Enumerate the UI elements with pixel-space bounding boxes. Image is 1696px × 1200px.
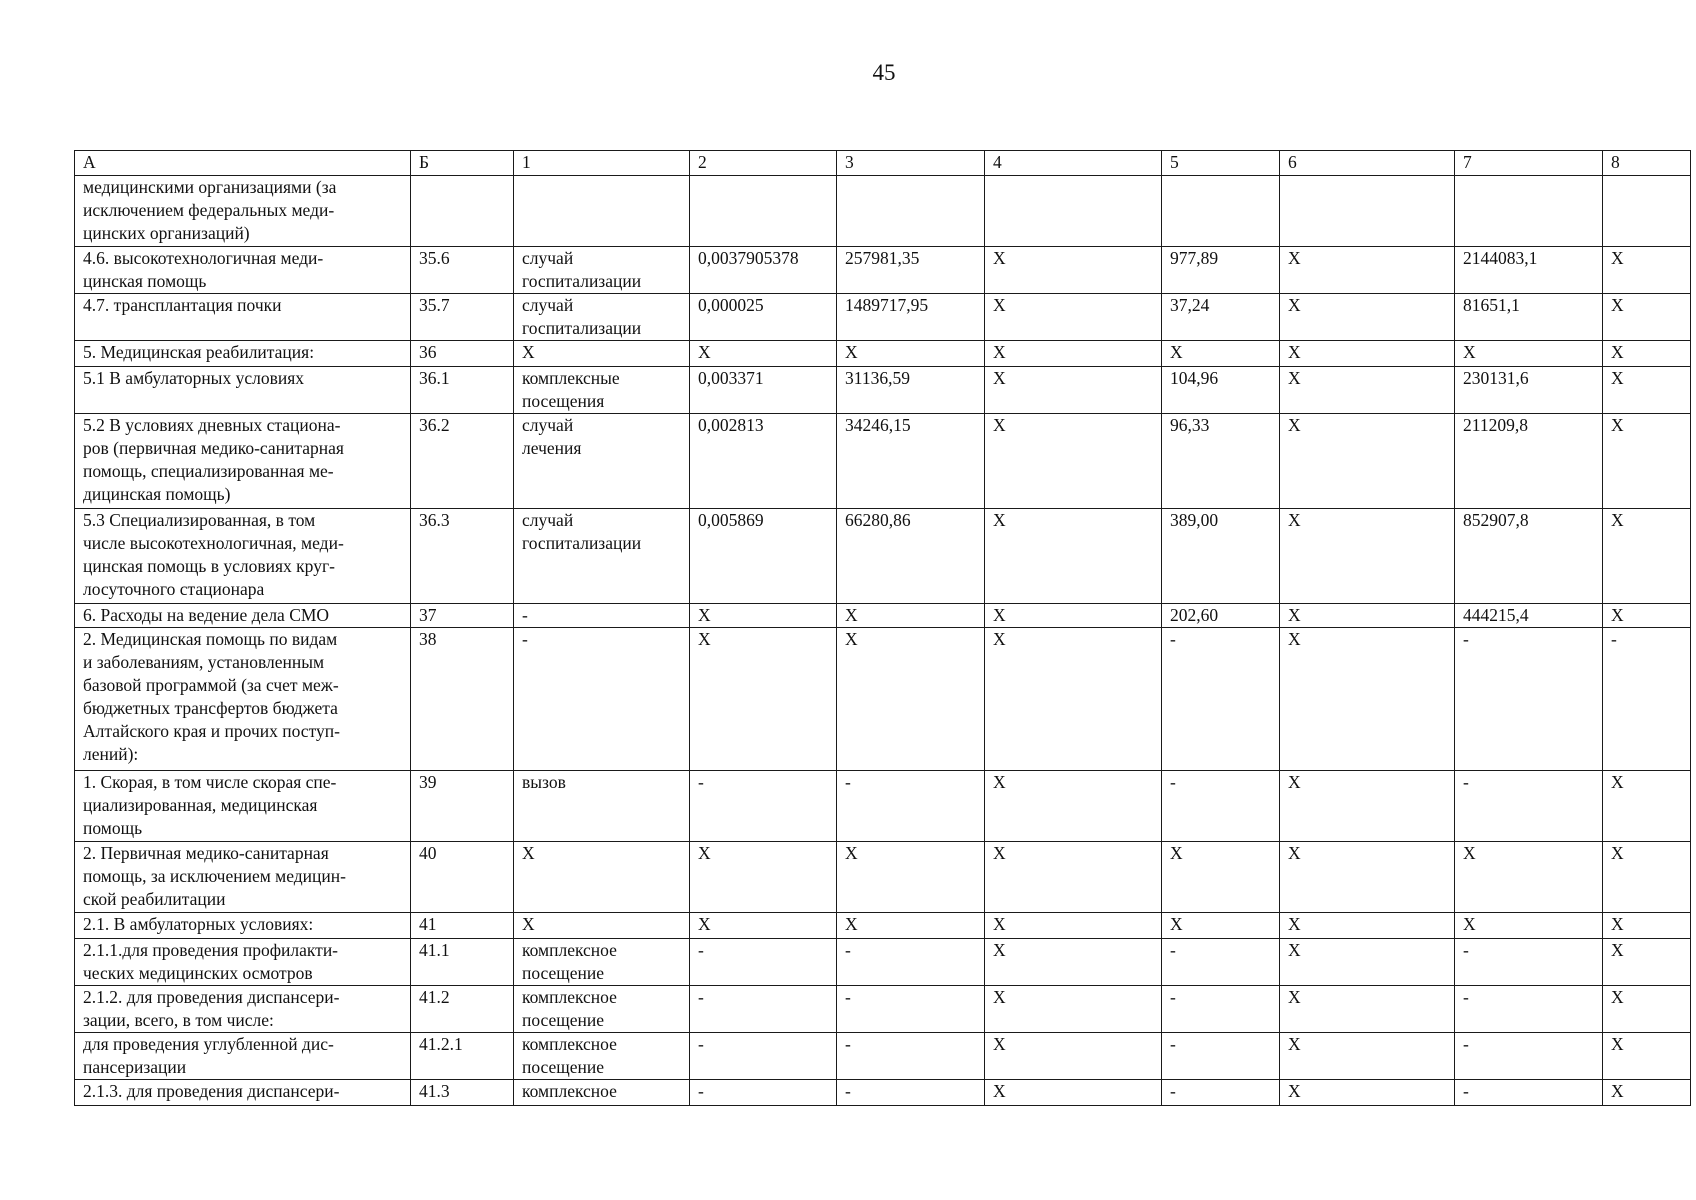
table-cell: 0,005869	[690, 509, 837, 604]
table-cell: комплексное посещение	[514, 986, 690, 1033]
table-cell: X	[1280, 247, 1455, 294]
table-cell: X	[1603, 414, 1691, 509]
table-cell: 0,003371	[690, 367, 837, 414]
table-cell: X	[1162, 913, 1280, 939]
table-row	[75, 247, 1691, 294]
row-label-cell: 2. Медицинская помощь по видам и заболеваниям, установленным базовой программой (за счет меж- бюджетных трансфертов бюджета Алтайского края и прочих поступ- лений):	[75, 628, 411, 771]
table-cell: X	[1280, 842, 1455, 913]
table-cell: 35.7	[411, 294, 514, 341]
table-cell: X	[1603, 341, 1691, 367]
table-cell: 852907,8	[1455, 509, 1603, 604]
table-cell: X	[1603, 986, 1691, 1033]
table-cell: 38	[411, 628, 514, 771]
table-cell: X	[1603, 771, 1691, 842]
table-cell: 444215,4	[1455, 604, 1603, 628]
row-label-cell: 5. Медицинская реабилитация:	[75, 341, 411, 367]
table-cell: -	[1455, 628, 1603, 771]
table-cell: 31136,59	[837, 367, 985, 414]
table-cell: X	[837, 842, 985, 913]
table-row	[75, 414, 1691, 509]
table-cell	[514, 176, 690, 247]
table-cell	[1455, 176, 1603, 247]
table-cell: -	[1455, 771, 1603, 842]
header-cell: 2	[690, 151, 837, 176]
row-label-cell: 2.1.1.для проведения профилакти- ческих медицинских осмотров	[75, 939, 411, 986]
header-cell: 4	[985, 151, 1162, 176]
table-cell: 41.2.1	[411, 1033, 514, 1080]
table-cell: X	[1280, 604, 1455, 628]
table-cell: 66280,86	[837, 509, 985, 604]
header-cell: 7	[1455, 151, 1603, 176]
table-cell: X	[1280, 628, 1455, 771]
table-cell: 96,33	[1162, 414, 1280, 509]
table-cell: X	[985, 341, 1162, 367]
table-cell: 36.3	[411, 509, 514, 604]
table-cell: X	[985, 628, 1162, 771]
table-cell: случай лечения	[514, 414, 690, 509]
table-cell: -	[1455, 1080, 1603, 1106]
table-cell: X	[690, 842, 837, 913]
table-cell: -	[690, 939, 837, 986]
table-cell: X	[837, 628, 985, 771]
table-cell: X	[1603, 294, 1691, 341]
row-label-cell: 4.7. трансплантация почки	[75, 294, 411, 341]
table-cell: X	[514, 913, 690, 939]
table-cell: 81651,1	[1455, 294, 1603, 341]
table-cell: X	[985, 1080, 1162, 1106]
table-cell: X	[1455, 341, 1603, 367]
norms-table	[74, 150, 1691, 1106]
table-cell: -	[690, 1033, 837, 1080]
table-cell: X	[690, 628, 837, 771]
table-cell	[411, 176, 514, 247]
table-cell	[1162, 176, 1280, 247]
table-cell	[690, 176, 837, 247]
table-cell: случай госпитализации	[514, 294, 690, 341]
table-row	[75, 628, 1691, 771]
table-cell: -	[690, 986, 837, 1033]
table-cell: 0,002813	[690, 414, 837, 509]
table-row	[75, 939, 1691, 986]
table-cell: -	[1162, 628, 1280, 771]
table-cell: X	[985, 604, 1162, 628]
table-cell: X	[1280, 414, 1455, 509]
table-cell: X	[985, 1033, 1162, 1080]
row-label-cell: для проведения углубленной дис- пансеризации	[75, 1033, 411, 1080]
table-cell: X	[985, 939, 1162, 986]
page-number: 45	[872, 60, 896, 85]
table-cell: -	[1162, 939, 1280, 986]
table-cell: X	[1603, 939, 1691, 986]
table-cell: X	[1162, 842, 1280, 913]
table-cell: X	[985, 509, 1162, 604]
table-cell: X	[1162, 341, 1280, 367]
header-row	[75, 151, 1691, 176]
table-cell: X	[1455, 913, 1603, 939]
row-label-cell: 1. Скорая, в том числе скорая спе- циализированная, медицинская помощь	[75, 771, 411, 842]
table-row	[75, 771, 1691, 842]
table-cell: -	[837, 939, 985, 986]
table-cell: 37	[411, 604, 514, 628]
row-label-cell: 5.2 В условиях дневных стациона- ров (первичная медико-санитарная помощь, специализированная ме- дицинская помощь)	[75, 414, 411, 509]
row-label-cell: 2.1.3. для проведения диспансери-	[75, 1080, 411, 1106]
table-row	[75, 341, 1691, 367]
table-cell: X	[690, 913, 837, 939]
table-cell: 35.6	[411, 247, 514, 294]
row-label-cell: 5.3 Специализированная, в том числе высокотехнологичная, меди- цинская помощь в условиях круг- лосуточного стационара	[75, 509, 411, 604]
table-cell: X	[985, 986, 1162, 1033]
table-cell: X	[514, 842, 690, 913]
table-cell: -	[690, 771, 837, 842]
table-cell: X	[1280, 771, 1455, 842]
table-cell: -	[1455, 986, 1603, 1033]
table-row	[75, 604, 1691, 628]
table-cell: 39	[411, 771, 514, 842]
table-cell: 36	[411, 341, 514, 367]
table-cell: -	[1455, 939, 1603, 986]
table-cell: 389,00	[1162, 509, 1280, 604]
table-cell: 202,60	[1162, 604, 1280, 628]
table-cell: -	[837, 1080, 985, 1106]
table-cell: X	[1280, 913, 1455, 939]
table-cell: -	[514, 628, 690, 771]
table-row	[75, 913, 1691, 939]
table-row	[75, 842, 1691, 913]
table-cell: случай госпитализации	[514, 247, 690, 294]
header-cell: А	[75, 151, 411, 176]
table-cell: X	[1603, 247, 1691, 294]
table-cell: X	[1280, 1080, 1455, 1106]
table-cell: -	[1603, 628, 1691, 771]
header-cell: 1	[514, 151, 690, 176]
table-cell: X	[1280, 367, 1455, 414]
table-cell: 104,96	[1162, 367, 1280, 414]
table-cell: X	[1280, 509, 1455, 604]
table-cell: -	[690, 1080, 837, 1106]
header-cell: 5	[1162, 151, 1280, 176]
table-cell: X	[837, 604, 985, 628]
table-cell: X	[1603, 1080, 1691, 1106]
table-cell: X	[985, 842, 1162, 913]
table-cell: 37,24	[1162, 294, 1280, 341]
table-cell: X	[1280, 939, 1455, 986]
table-cell: X	[1280, 341, 1455, 367]
table-cell: 36.1	[411, 367, 514, 414]
table-cell: комплексное посещение	[514, 939, 690, 986]
table-cell	[1280, 176, 1455, 247]
table-cell: X	[985, 913, 1162, 939]
table-cell: X	[1603, 1033, 1691, 1080]
table-cell: X	[1455, 842, 1603, 913]
table-cell: -	[514, 604, 690, 628]
table-cell	[985, 176, 1162, 247]
table-cell: комплексное посещение	[514, 1033, 690, 1080]
table-cell: -	[1455, 1033, 1603, 1080]
table-cell: X	[985, 247, 1162, 294]
header-cell: 3	[837, 151, 985, 176]
table-cell: X	[1603, 367, 1691, 414]
table-cell: X	[985, 771, 1162, 842]
table-cell: 2144083,1	[1455, 247, 1603, 294]
table-cell: X	[837, 913, 985, 939]
table-cell: -	[1162, 1080, 1280, 1106]
table-row	[75, 986, 1691, 1033]
table-cell: X	[690, 341, 837, 367]
table-cell: X	[837, 341, 985, 367]
table-cell: -	[837, 771, 985, 842]
table-cell	[837, 176, 985, 247]
table-cell: -	[837, 986, 985, 1033]
table-row	[75, 294, 1691, 341]
table-cell: комплексное	[514, 1080, 690, 1106]
table-cell: 230131,6	[1455, 367, 1603, 414]
table-cell: X	[985, 414, 1162, 509]
table-cell: X	[985, 367, 1162, 414]
table-row	[75, 509, 1691, 604]
table-cell: 257981,35	[837, 247, 985, 294]
table-cell: 977,89	[1162, 247, 1280, 294]
table-cell: 1489717,95	[837, 294, 985, 341]
table-cell: X	[985, 294, 1162, 341]
row-label-cell: 4.6. высокотехнологичная меди- цинская помощь	[75, 247, 411, 294]
table-row	[75, 1033, 1691, 1080]
table-cell: 41	[411, 913, 514, 939]
table-cell: 40	[411, 842, 514, 913]
table-cell: -	[1162, 986, 1280, 1033]
table-cell: -	[1162, 1033, 1280, 1080]
table-cell: -	[1162, 771, 1280, 842]
table-body	[75, 151, 1691, 1106]
table-cell: 0,000025	[690, 294, 837, 341]
row-label-cell: медицинскими организациями (за исключением федеральных меди- цинских организаций)	[75, 176, 411, 247]
table-cell: X	[1280, 986, 1455, 1033]
table-cell: X	[514, 341, 690, 367]
header-cell: Б	[411, 151, 514, 176]
header-cell: 8	[1603, 151, 1691, 176]
row-label-cell: 2. Первичная медико-санитарная помощь, за исключением медицин- ской реабилитации	[75, 842, 411, 913]
header-cell: 6	[1280, 151, 1455, 176]
table-cell: 41.2	[411, 986, 514, 1033]
table-cell: 0,0037905378	[690, 247, 837, 294]
table-cell: -	[837, 1033, 985, 1080]
table-row	[75, 1080, 1691, 1106]
table-cell: X	[1603, 842, 1691, 913]
table-cell: комплексные посещения	[514, 367, 690, 414]
table-cell: 211209,8	[1455, 414, 1603, 509]
table-cell: 34246,15	[837, 414, 985, 509]
table-cell: 41.1	[411, 939, 514, 986]
table-cell: X	[1280, 294, 1455, 341]
row-label-cell: 2.1. В амбулаторных условиях:	[75, 913, 411, 939]
table-cell: X	[690, 604, 837, 628]
table-cell	[1603, 176, 1691, 247]
row-label-cell: 6. Расходы на ведение дела СМО	[75, 604, 411, 628]
table-row	[75, 367, 1691, 414]
table-cell: X	[1603, 509, 1691, 604]
table-row	[75, 176, 1691, 247]
table-cell: X	[1603, 913, 1691, 939]
table-cell: случай госпитализации	[514, 509, 690, 604]
row-label-cell: 2.1.2. для проведения диспансери- зации, всего, в том числе:	[75, 986, 411, 1033]
row-label-cell: 5.1 В амбулаторных условиях	[75, 367, 411, 414]
table-cell: X	[1280, 1033, 1455, 1080]
table-cell: 41.3	[411, 1080, 514, 1106]
table-cell: X	[1603, 604, 1691, 628]
table-cell: 36.2	[411, 414, 514, 509]
table-cell: вызов	[514, 771, 690, 842]
